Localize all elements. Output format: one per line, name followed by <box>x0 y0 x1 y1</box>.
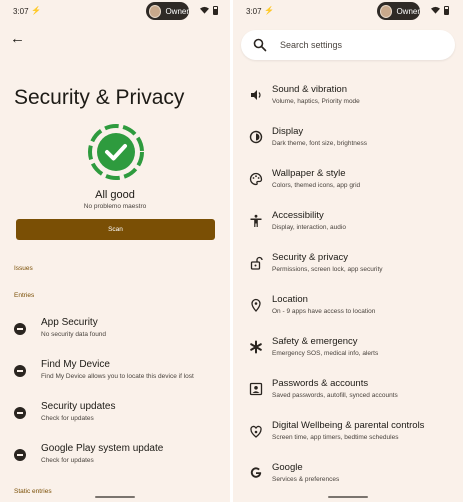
status-minus-icon <box>14 365 26 377</box>
section-issues: Issues <box>14 265 33 272</box>
settings-item-subtitle: Dark theme, font size, brightness <box>272 140 368 147</box>
entry-subtitle: Find My Device allows you to locate this device if lost <box>41 373 194 380</box>
settings-item-location[interactable] <box>233 294 463 334</box>
battery-icon <box>213 6 218 15</box>
status-minus-icon <box>14 407 26 419</box>
google-icon <box>249 466 263 480</box>
entry-find-my-device[interactable] <box>0 359 230 397</box>
search-bar[interactable] <box>241 30 455 60</box>
settings-item-subtitle: Volume, haptics, Priority mode <box>272 98 360 105</box>
avatar <box>149 5 161 18</box>
settings-item-display[interactable] <box>233 126 463 166</box>
settings-item-subtitle: On - 9 apps have access to location <box>272 308 376 315</box>
gesture-handle <box>328 496 368 498</box>
status-minus-icon <box>14 449 26 461</box>
settings-item-security-privacy[interactable] <box>233 252 463 292</box>
search-placeholder: Search settings <box>280 40 343 50</box>
settings-item-title: Location <box>272 294 308 305</box>
settings-item-subtitle: Colors, themed icons, app grid <box>272 182 361 189</box>
entry-subtitle: Check for updates <box>41 457 94 464</box>
settings-item-wallpaper-style[interactable] <box>233 168 463 208</box>
settings-item-sound-vibration[interactable] <box>233 84 463 124</box>
status-bar <box>233 0 463 24</box>
settings-item-title: Sound & vibration <box>272 84 347 95</box>
security-privacy-screen <box>0 0 230 502</box>
settings-screen <box>233 0 463 502</box>
section-static-entries: Static entries <box>14 488 52 495</box>
accessibility-icon <box>249 214 263 228</box>
palette-icon <box>249 172 263 186</box>
settings-item-digital-wellbeing[interactable] <box>233 420 463 460</box>
account-box-icon <box>249 382 263 396</box>
settings-item-subtitle: Display, interaction, audio <box>272 224 346 231</box>
back-arrow-icon[interactable]: ← <box>10 30 25 47</box>
settings-item-title: Passwords & accounts <box>272 378 369 389</box>
system-icons <box>200 6 218 15</box>
location-pin-icon <box>249 298 263 312</box>
settings-item-subtitle: Emergency SOS, medical info, alerts <box>272 350 379 357</box>
charging-icon: ⚡ <box>31 6 41 15</box>
settings-item-title: Google <box>272 462 303 473</box>
entry-security-updates[interactable] <box>0 401 230 439</box>
owner-chip[interactable] <box>377 2 420 20</box>
status-minus-icon <box>14 323 26 335</box>
settings-item-subtitle: Services & preferences <box>272 476 340 483</box>
settings-item-title: Accessibility <box>272 210 324 221</box>
entry-title: Find My Device <box>41 359 110 370</box>
owner-chip[interactable] <box>146 2 189 20</box>
entry-title: Google Play system update <box>41 443 164 454</box>
settings-item-accessibility[interactable] <box>233 210 463 250</box>
charging-icon: ⚡ <box>264 6 274 15</box>
wifi-icon <box>200 6 209 14</box>
entry-app-security[interactable] <box>0 317 230 355</box>
settings-item-safety-emergency[interactable] <box>233 336 463 376</box>
wifi-icon <box>431 6 440 14</box>
speaker-icon <box>249 88 263 102</box>
settings-item-title: Display <box>272 126 304 137</box>
entry-subtitle: No security data found <box>41 331 107 338</box>
owner-label: Owner <box>396 6 420 16</box>
scan-button[interactable]: Scan <box>16 219 215 240</box>
entry-subtitle: Check for updates <box>41 415 94 422</box>
settings-item-subtitle: Permissions, screen lock, app security <box>272 266 383 273</box>
avatar <box>380 5 392 18</box>
status-time: 3:07 <box>246 7 262 16</box>
settings-item-title: Security & privacy <box>272 252 349 263</box>
settings-item-title: Safety & emergency <box>272 336 358 347</box>
battery-icon <box>444 6 449 15</box>
status-subtitle: No problemo maestro <box>83 203 147 210</box>
settings-item-title: Digital Wellbeing & parental controls <box>272 420 425 431</box>
page-title: Security & Privacy <box>14 86 185 109</box>
wellbeing-icon <box>249 424 263 438</box>
status-title: All good <box>95 189 135 201</box>
entry-title: Security updates <box>41 401 116 412</box>
gesture-handle <box>95 496 135 498</box>
settings-item-title: Wallpaper & style <box>272 168 346 179</box>
section-entries: Entries <box>14 292 35 299</box>
status-bar <box>0 0 230 24</box>
entry-title: App Security <box>41 317 98 328</box>
owner-label: Owner <box>165 6 189 16</box>
security-status-shield-icon <box>86 122 146 182</box>
status-time: 3:07 <box>13 7 29 16</box>
lock-icon <box>249 256 263 270</box>
entry-google-play-system-update[interactable] <box>0 443 230 481</box>
settings-item-passwords-accounts[interactable] <box>233 378 463 418</box>
settings-item-subtitle: Saved passwords, autofill, synced accounts <box>272 392 398 399</box>
search-icon <box>253 38 267 52</box>
brightness-icon <box>249 130 263 144</box>
asterisk-icon <box>249 340 263 354</box>
settings-item-subtitle: Screen time, app timers, bedtime schedules <box>272 434 399 441</box>
system-icons <box>431 6 449 15</box>
